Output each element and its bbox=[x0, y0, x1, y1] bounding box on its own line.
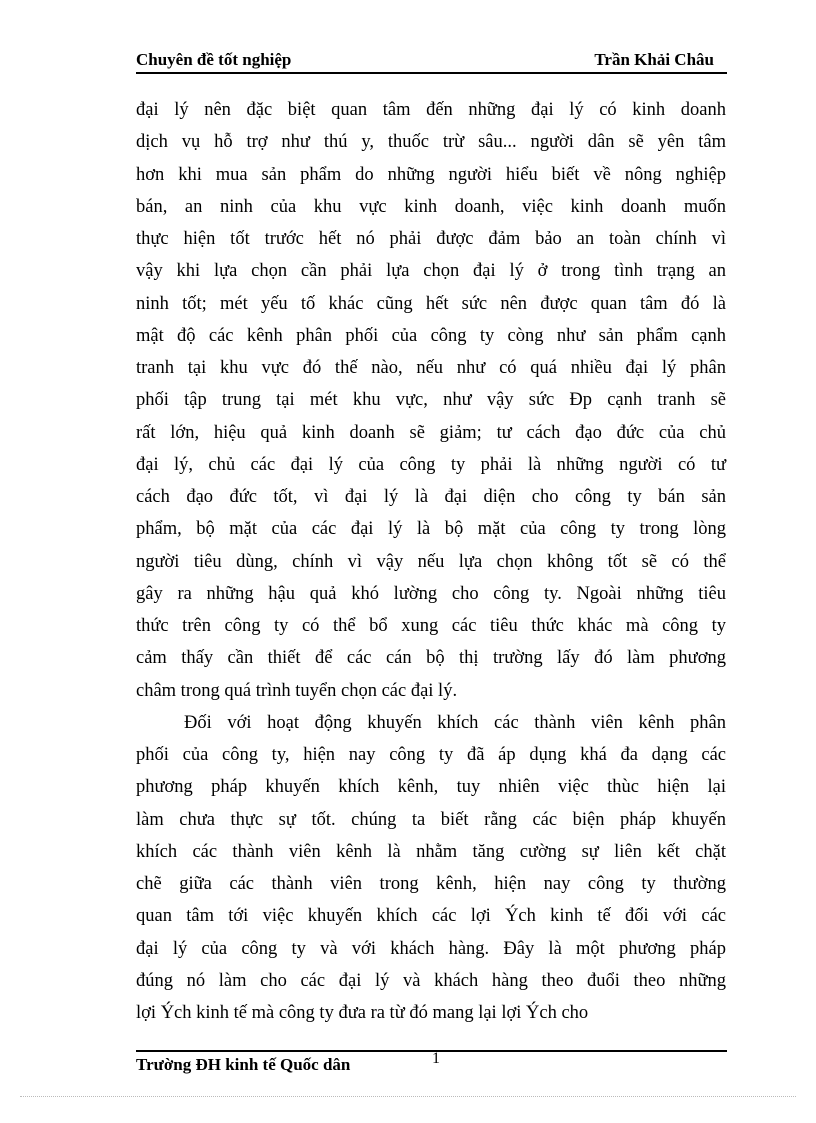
header-author: Trần Khải Châu bbox=[594, 50, 714, 69]
header-rule bbox=[136, 72, 727, 74]
paragraph-line: quan tâm tới việc khuyến khích các lợi Ých kinh tế đối với các bbox=[136, 906, 726, 927]
paragraph-line: dịch vụ hỗ trợ như thú y, thuốc trừ sâu... người dân sẽ yên tâm bbox=[136, 132, 726, 153]
paragraph-line: mật độ các kênh phân phối của công ty còng như sản phẩm cạnh bbox=[136, 325, 726, 346]
paragraph-line: đại lý, chủ các đại lý của công ty phải là những người có tư bbox=[136, 454, 726, 475]
paragraph-line: phương pháp khuyến khích kênh, tuy nhiên việc thùc hiện lại bbox=[136, 777, 726, 798]
document-body bbox=[136, 94, 726, 1029]
paragraph-line: đúng nó làm cho các đại lý và khách hàng theo đuổi theo những bbox=[136, 970, 726, 991]
page-number: 1 bbox=[432, 1050, 440, 1067]
paragraph-line: đại lý của công ty và với khách hàng. Đây là một phương pháp bbox=[136, 938, 726, 959]
paragraph-line: hơn khi mua sản phẩm do những người hiểu biết về nông nghiệp bbox=[136, 164, 726, 185]
paragraph-line: phối tập trung tại mét khu vực, như vậy sức Ðp cạnh tranh sẽ bbox=[136, 390, 726, 411]
page-boundary bbox=[20, 1096, 796, 1097]
footer-school: Trường ĐH kinh tế Quốc dân bbox=[136, 1055, 351, 1074]
paragraph-line: châm trong quá trình tuyển chọn các đại lý. bbox=[136, 680, 458, 701]
paragraph-line: vậy khi lựa chọn cần phải lựa chọn đại lý ở trong tình trạng an bbox=[136, 261, 726, 282]
page-header bbox=[136, 50, 726, 72]
paragraph-line: rất lớn, hiệu quả kinh doanh sẽ giảm; tư cách đạo đức của chủ bbox=[136, 422, 726, 443]
paragraph-line: người tiêu dùng, chính vì vậy nếu lựa chọn không tốt sẽ có thể bbox=[136, 551, 726, 572]
paragraph-line: Đối với hoạt động khuyến khích các thành viên kênh phân bbox=[184, 712, 726, 733]
paragraph-line: cách đạo đức tốt, vì đại lý là đại diện cho công ty bán sản bbox=[136, 487, 726, 507]
paragraph-line: phẩm, bộ mặt của các đại lý là bộ mặt của công ty trong lòng bbox=[136, 519, 726, 540]
paragraph-line: tranh tại khu vực đó thế nào, nếu như có quá nhiều đại lý phân bbox=[136, 358, 726, 378]
paragraph-line: phối của công ty, hiện nay công ty đã áp dụng khá đa dạng các bbox=[136, 745, 726, 765]
paragraph-line: thức trên công ty có thể bổ xung các tiêu thức khác mà công ty bbox=[136, 616, 726, 636]
paragraph-line: lợi Ých kinh tế mà công ty đưa ra từ đó mang lại lợi Ých cho bbox=[136, 1003, 589, 1023]
paragraph-line: đại lý nên đặc biệt quan tâm đến những đại lý có kinh doanh bbox=[136, 100, 726, 120]
paragraph-line: khích các thành viên kênh là nhằm tăng cường sự liên kết chặt bbox=[136, 841, 726, 862]
paragraph-line: cảm thấy cần thiết để các cán bộ thị trường lấy đó làm phương bbox=[136, 648, 726, 669]
paragraph-line: làm chưa thực sự tốt. chúng ta biết rằng các biện pháp khuyến bbox=[136, 809, 726, 830]
header-title: Chuyên đề tốt nghiệp bbox=[136, 50, 292, 69]
paragraph-line: gây ra những hậu quả khó lường cho công ty. Ngoài những tiêu bbox=[136, 583, 726, 604]
paragraph-line: bán, an ninh của khu vực kinh doanh, việc kinh doanh muốn bbox=[136, 196, 726, 217]
paragraph-line: ninh tốt; mét yếu tố khác cũng hết sức nên được quan tâm đó là bbox=[136, 293, 726, 314]
paragraph-line: chẽ giữa các thành viên trong kênh, hiện nay công ty thường bbox=[136, 874, 726, 894]
paragraph-line: thực hiện tốt trước hết nó phải được đảm bảo an toàn chính vì bbox=[136, 229, 726, 249]
